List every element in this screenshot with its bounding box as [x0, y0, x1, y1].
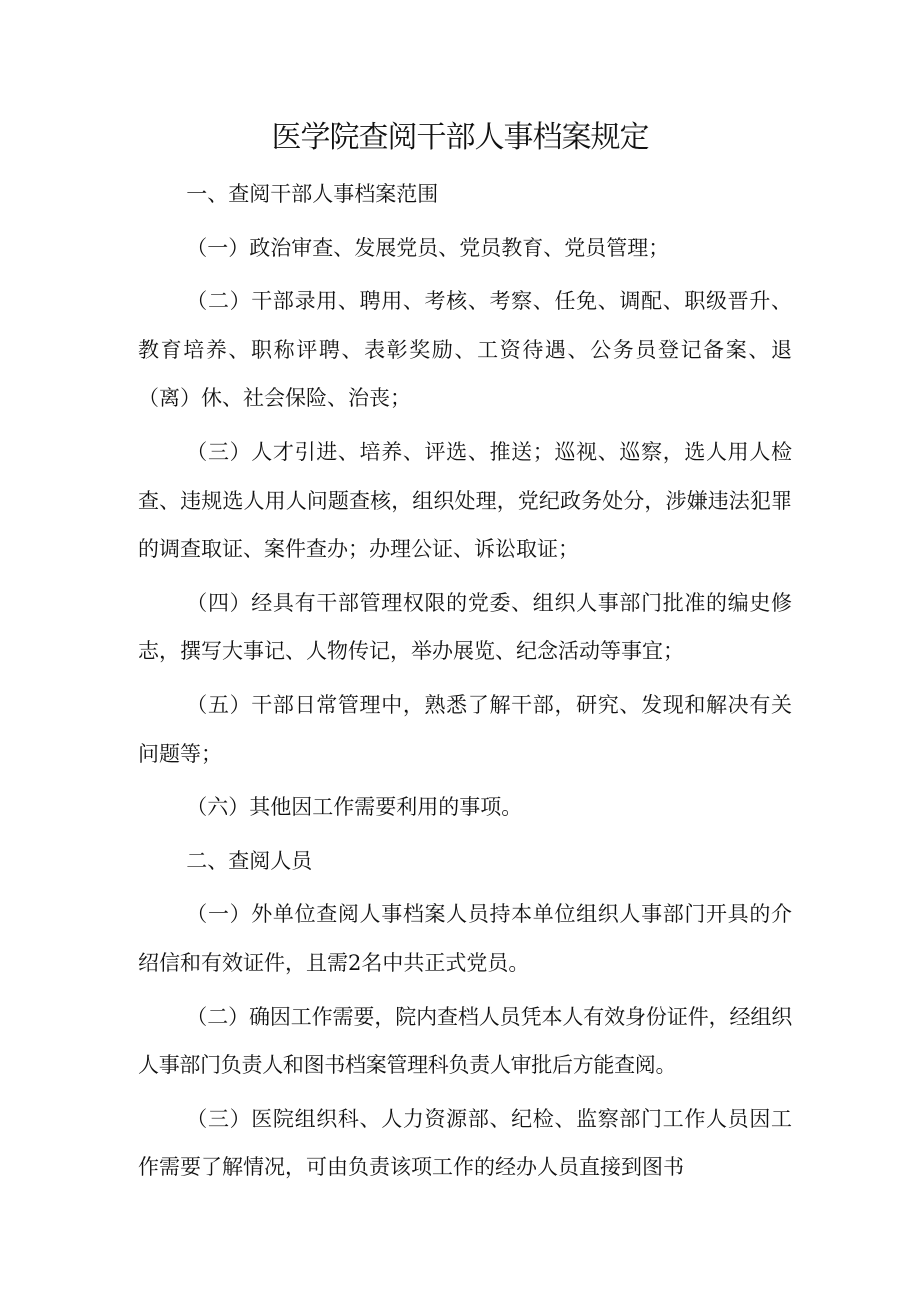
- document-title: 医学院查阅干部人事档案规定: [271, 120, 649, 155]
- section-heading-scope: 一、查阅干部人事档案范围: [186, 182, 439, 206]
- section-heading-personnel: 二、查阅人员: [186, 848, 313, 873]
- paragraph-scope-5: （五）干部日常管理中，熟悉了解干部，研究、发现和解决有关问题等；: [138, 692, 792, 766]
- paragraph-personnel-2: （二）确因工作需要，院内查档人员凭本人有效身份证件，经组织人事部门负责人和图书档案管理科负责人审批后方能查阅。: [138, 1004, 792, 1078]
- paragraph-scope-4: （四）经具有干部管理权限的党委、组织人事部门批准的编史修志，撰写大事记、人物传记，举办展览、纪念活动等事宜；: [138, 590, 792, 664]
- paragraph-scope-3: （三）人才引进、培养、评选、推送；巡视、巡察，选人用人检查、违规选人用人问题查核，组织处理，党纪政务处分，涉嫌违法犯罪的调查取证、案件查办；办理公证、诉讼取证；: [138, 439, 792, 562]
- document-body: [138, 170, 792, 1192]
- paragraph-scope-1: （一）政治审查、发展党员、党员教育、党员管理；: [186, 235, 670, 260]
- paragraph-scope-2: （二）干部录用、聘用、考核、考察、任免、调配、职级晋升、教育培养、职称评聘、表彰奖励、工资待遇、公务员登记备案、退（离）休、社会保险、治丧；: [138, 289, 792, 411]
- paragraph-personnel-1: （一）外单位查阅人事档案人员持本单位组织人事部门开具的介绍信和有效证件，且需2名中共正式党员。: [138, 902, 792, 975]
- paragraph-scope-6: （六）其他因工作需要利用的事项。: [186, 795, 523, 820]
- paragraph-personnel-3: （三）医院组织科、人力资源部、纪检、监察部门工作人员因工作需要了解情况，可由负责该项工作的经办人员直接到图书: [138, 1106, 792, 1180]
